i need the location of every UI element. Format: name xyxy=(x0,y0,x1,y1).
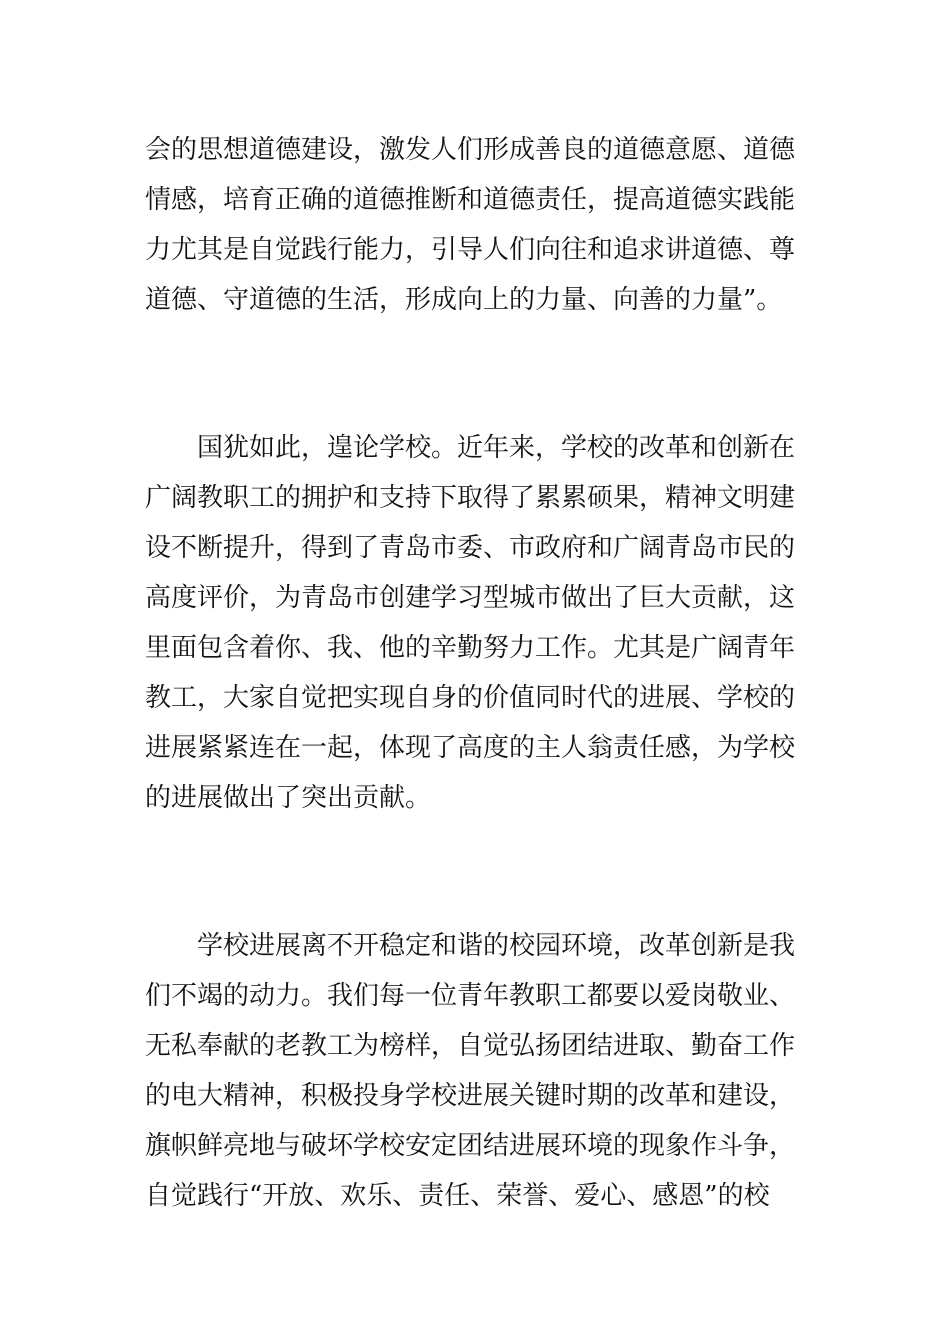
paragraph-2-line-4: 高度评价，为青岛市创建学习型城市做出了巨大贡献，这 xyxy=(145,583,796,613)
paragraph-1-line-1: 会的思想道德建设，激发人们形成善良的道德意愿、道德 xyxy=(145,135,796,165)
paragraph-2-line-7: 进展紧紧连在一起，体现了高度的主人翁责任感，为学校 xyxy=(145,733,796,763)
paragraph-1-line-3: 力尤其是自觉践行能力，引导人们向往和追求讲道德、尊 xyxy=(145,235,796,265)
paragraph-2-line-5: 里面包含着你、我、他的辛勤努力工作。尤其是广阔青年 xyxy=(145,633,796,663)
paragraph-3-line-3: 无私奉献的老教工为榜样，自觉弘扬团结进取、勤奋工作 xyxy=(145,1031,796,1061)
paragraph-3-line-4: 的电大精神，积极投身学校进展关键时期的改革和建设， xyxy=(145,1081,796,1111)
paragraph-3-line-6: 自觉践行“开放、欢乐、责任、荣誉、爱心、感恩”的校 xyxy=(145,1181,770,1211)
paragraph-1-line-4: 道德、守道德的生活，形成向上的力量、向善的力量”。 xyxy=(145,285,783,315)
paragraph-2-line-8: 的进展做出了突出贡献。 xyxy=(145,783,432,813)
paragraph-2-line-1: 国犹如此，遑论学校。近年来，学校的改革和创新在 xyxy=(197,433,796,463)
paragraph-3-line-1: 学校进展离不开稳定和谐的校园环境，改革创新是我 xyxy=(197,931,796,961)
paragraph-1-line-2: 情感，培育正确的道德推断和道德责任，提高道德实践能 xyxy=(145,185,796,215)
paragraph-3-line-5: 旗帜鲜亮地与破坏学校安定团结进展环境的现象作斗争， xyxy=(145,1131,796,1161)
paragraph-3-line-2: 们不竭的动力。我们每一位青年教职工都要以爱岗敬业、 xyxy=(145,981,796,1011)
paragraph-2-line-6: 教工，大家自觉把实现自身的价值同时代的进展、学校的 xyxy=(145,683,796,713)
paragraph-2-line-2: 广阔教职工的拥护和支持下取得了累累硕果，精神文明建 xyxy=(145,483,796,513)
paragraph-2-line-3: 设不断提升，得到了青岛市委、市政府和广阔青岛市民的 xyxy=(145,533,796,563)
